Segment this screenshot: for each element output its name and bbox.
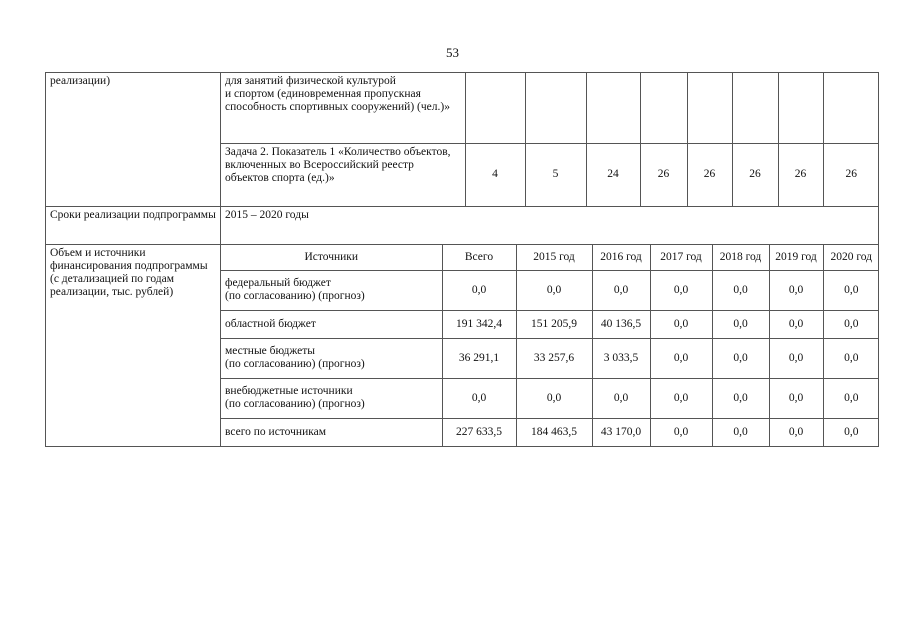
finance-row bbox=[221, 338, 879, 378]
finance-row bbox=[221, 310, 879, 338]
finance-source: федеральный бюджет (по согласованию) (прогноз) bbox=[221, 270, 442, 310]
indicator-1-value bbox=[525, 73, 586, 143]
finance-value: 33 257,6 bbox=[516, 338, 592, 378]
finance-value: 0,0 bbox=[442, 270, 516, 310]
finance-header: 2020 год bbox=[823, 245, 879, 270]
indicator-2-value: 26 bbox=[687, 143, 732, 206]
finance-row bbox=[221, 378, 879, 418]
terms-label: Сроки реализации подпрограммы bbox=[46, 207, 221, 245]
indicators-table bbox=[221, 73, 879, 206]
indicator-1-value bbox=[732, 73, 778, 143]
indicator-1-value bbox=[823, 73, 879, 143]
indicator-1-value bbox=[465, 73, 525, 143]
finance-value: 184 463,5 bbox=[516, 418, 592, 446]
finance-header: Источники bbox=[221, 245, 442, 270]
indicator-1-value bbox=[586, 73, 640, 143]
finance-source: всего по источникам bbox=[221, 418, 442, 446]
finance-header: 2017 год bbox=[650, 245, 712, 270]
indicator-2-value: 26 bbox=[823, 143, 879, 206]
implementation-label-cell bbox=[46, 73, 221, 207]
program-table bbox=[45, 72, 878, 447]
finance-row bbox=[221, 418, 879, 446]
finance-value: 0,0 bbox=[712, 418, 769, 446]
indicator-1-text: для занятий физической культурой и спортом (единовременная пропускная способность спортивных сооружений) (чел.)» bbox=[221, 73, 465, 143]
finance-value: 3 033,5 bbox=[592, 338, 650, 378]
finance-source: внебюджетные источники (по согласованию) (прогноз) bbox=[221, 378, 442, 418]
finance-value: 0,0 bbox=[650, 378, 712, 418]
finance-value: 0,0 bbox=[769, 310, 823, 338]
finance-value: 0,0 bbox=[442, 378, 516, 418]
finance-value: 0,0 bbox=[769, 378, 823, 418]
finance-value: 0,0 bbox=[823, 418, 879, 446]
finance-label: Объем и источники финансирования подпрограммы (с детализацией по годам реализации, тыс. рублей) bbox=[46, 245, 221, 447]
finance-value: 0,0 bbox=[712, 270, 769, 310]
page-number: 53 bbox=[446, 45, 459, 60]
finance-header: 2016 год bbox=[592, 245, 650, 270]
finance-value: 0,0 bbox=[592, 378, 650, 418]
finance-value: 0,0 bbox=[769, 270, 823, 310]
finance-table bbox=[221, 245, 879, 446]
finance-value: 0,0 bbox=[516, 378, 592, 418]
finance-value: 0,0 bbox=[650, 270, 712, 310]
finance-value: 0,0 bbox=[650, 338, 712, 378]
finance-row bbox=[221, 270, 879, 310]
finance-value: 0,0 bbox=[823, 338, 879, 378]
implementation-label: реализации) bbox=[50, 75, 111, 87]
indicator-2-value: 4 bbox=[465, 143, 525, 206]
finance-value: 0,0 bbox=[712, 310, 769, 338]
finance-header: 2019 год bbox=[769, 245, 823, 270]
outer-table bbox=[45, 72, 879, 447]
finance-value: 0,0 bbox=[823, 378, 879, 418]
finance-header-row bbox=[221, 245, 879, 270]
indicator-2-value: 26 bbox=[778, 143, 823, 206]
indicators-cell bbox=[221, 73, 879, 207]
finance-value: 40 136,5 bbox=[592, 310, 650, 338]
finance-value: 227 633,5 bbox=[442, 418, 516, 446]
finance-value: 0,0 bbox=[823, 270, 879, 310]
terms-value: 2015 – 2020 годы bbox=[221, 207, 879, 245]
indicator-2-value: 26 bbox=[732, 143, 778, 206]
finance-value: 0,0 bbox=[650, 418, 712, 446]
finance-source: местные бюджеты (по согласованию) (прогноз) bbox=[221, 338, 442, 378]
finance-cell bbox=[221, 245, 879, 447]
finance-header: 2018 год bbox=[712, 245, 769, 270]
finance-value: 36 291,1 bbox=[442, 338, 516, 378]
finance-value: 0,0 bbox=[712, 338, 769, 378]
indicator-2-text: Задача 2. Показатель 1 «Количество объектов, включенных во Всероссийский реестр объектов спорта (ед.)» bbox=[221, 143, 465, 206]
finance-value: 0,0 bbox=[592, 270, 650, 310]
finance-header: 2015 год bbox=[516, 245, 592, 270]
finance-header: Всего bbox=[442, 245, 516, 270]
finance-value: 0,0 bbox=[516, 270, 592, 310]
finance-value: 0,0 bbox=[769, 418, 823, 446]
finance-value: 0,0 bbox=[769, 338, 823, 378]
indicator-2-value: 26 bbox=[640, 143, 687, 206]
finance-value: 0,0 bbox=[823, 310, 879, 338]
indicator-1-value bbox=[640, 73, 687, 143]
indicator-2-value: 24 bbox=[586, 143, 640, 206]
finance-value: 0,0 bbox=[650, 310, 712, 338]
finance-value: 151 205,9 bbox=[516, 310, 592, 338]
indicator-1-value bbox=[687, 73, 732, 143]
finance-value: 43 170,0 bbox=[592, 418, 650, 446]
indicator-1-value bbox=[778, 73, 823, 143]
finance-source: областной бюджет bbox=[221, 310, 442, 338]
finance-value: 0,0 bbox=[712, 378, 769, 418]
indicator-2-value: 5 bbox=[525, 143, 586, 206]
finance-value: 191 342,4 bbox=[442, 310, 516, 338]
